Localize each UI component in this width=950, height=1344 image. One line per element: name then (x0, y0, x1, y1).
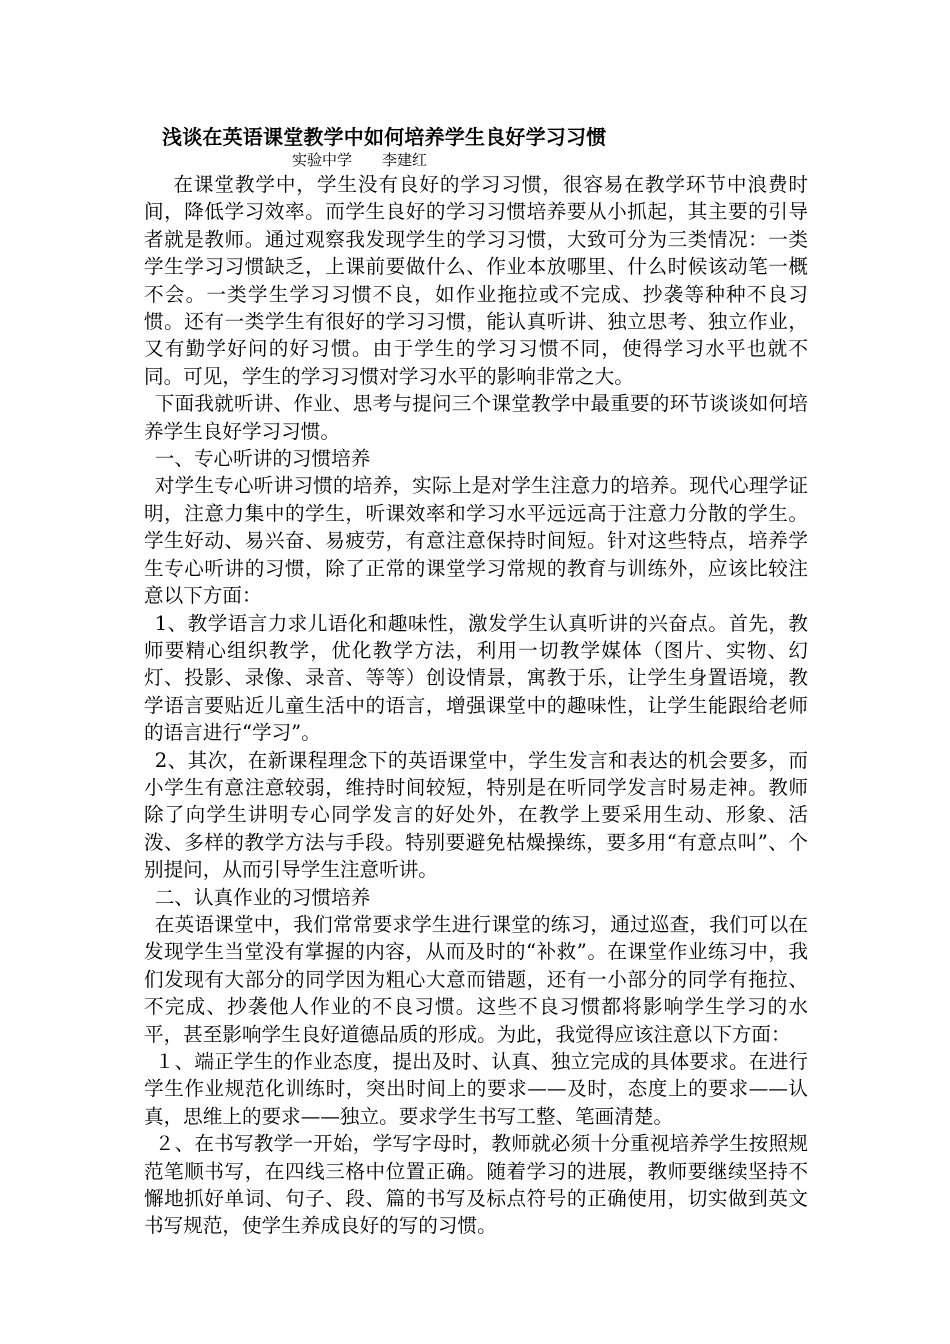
school-name: 实验中学 (292, 151, 353, 169)
paragraph-overview: 下面我就听讲、作业、思考与提问三个课堂教学中最重要的环节谈谈如何培养学生良好学习习惯。 (144, 392, 808, 443)
paragraph-listening-point-2: 2、其次，在新课程理念下的英语课堂中，学生发言和表达的机会要多，而小学生有意注意较弱，维持时间较短，特别是在听同学发言时易走神。教师除了向学生讲明专心同学发言的好处外，在教学上要采用生动、形象、活泼、多样的教学方法与手段。特别要避免枯燥操练，要多用“有意点叫”、个别提问，从而引导学生注意听讲。 (144, 748, 808, 882)
paragraph-homework: 在英语课堂中，我们常常要求学生进行课堂的练习，通过巡查，我们可以在发现学生当堂没有掌握的内容，从而及时的“补救”。在课堂作业练习中，我们发现有大部分的同学因为粗心大意而错题，还有一小部分的同学有拖拉、不完成、抄袭他人作业的不良习惯。这些不良习惯都将影响学生学习的水平，甚至影响学生良好道德品质的形成。为此，我觉得应该注意以下方面： (144, 912, 808, 1046)
paragraph-listening: 对学生专心听讲习惯的培养，实际上是对学生注意力的培养。现代心理学证明，注意力集中的学生，听课效率和学习水平远远高于注意力分散的学生。学生好动、易兴奋、易疲劳，有意注意保持时间短。针对这些特点，培养学生专心听讲的习惯，除了正常的课堂学习常规的教育与训练外，应该比较注意以下方面： (144, 474, 808, 608)
section-heading-homework: 二、认真作业的习惯培养 (154, 885, 371, 909)
paragraph-homework-point-2: ２、在书写教学一开始，学写字母时，教师就必须十分重视培养学生按照规范笔顺书写，在四线三格中位置正确。随着学习的进展，教师要继续坚持不懈地抓好单词、句子、段、篇的书写及标点符号的正确使用，切实做到英文书写规范，使学生养成良好的写的习惯。 (144, 1132, 808, 1238)
author-name: 李建红 (382, 151, 428, 169)
byline (292, 150, 427, 170)
paragraph-listening-point-1: 1、教学语言力求儿语化和趣味性，激发学生认真听讲的兴奋点。首先，教师要精心组织教学，优化教学方法，利用一切教学媒体（图片、实物、幻灯、投影、录像、录音、等等）创设情景，寓教于乐，让学生身置语境，教学语言要贴近儿童生活中的语言，增强课堂中的趣味性，让学生能跟给老师的语言进行“学习”。 (144, 611, 808, 745)
document-body (144, 171, 808, 1240)
paragraph-intro: 在课堂教学中，学生没有良好的学习习惯，很容易在教学环节中浪费时间，降低学习效率。而学生良好的学习习惯培养要从小抓起，其主要的引导者就是教师。通过观察我发现学生的学习习惯，大致可分为三类情况：一类学生学习习惯缺乏，上课前要做什么、作业本放哪里、什么时候该动笔一概不会。一类学生学习习惯不良，如作业拖拉或不完成、抄袭等种种不良习惯。还有一类学生有很好的学习习惯，能认真听讲、独立思考、独立作业，又有勤学好问的好习惯。由于学生的学习习惯不同，使得学习水平也就不同。可见，学生的学习习惯对学习水平的影响非常之大。 (144, 173, 808, 388)
section-heading-listening: 一、专心听讲的习惯培养 (154, 447, 371, 471)
paragraph-homework-point-1: １、端正学生的作业态度，提出及时、认真、独立完成的具体要求。在进行学生作业规范化训练时，突出时间上的要求——及时，态度上的要求——认真，思维上的要求——独立。要求学生书写工整、笔画清楚。 (144, 1050, 808, 1128)
document-title: 浅谈在英语课堂教学中如何培养学生良好学习习惯 (162, 125, 607, 149)
